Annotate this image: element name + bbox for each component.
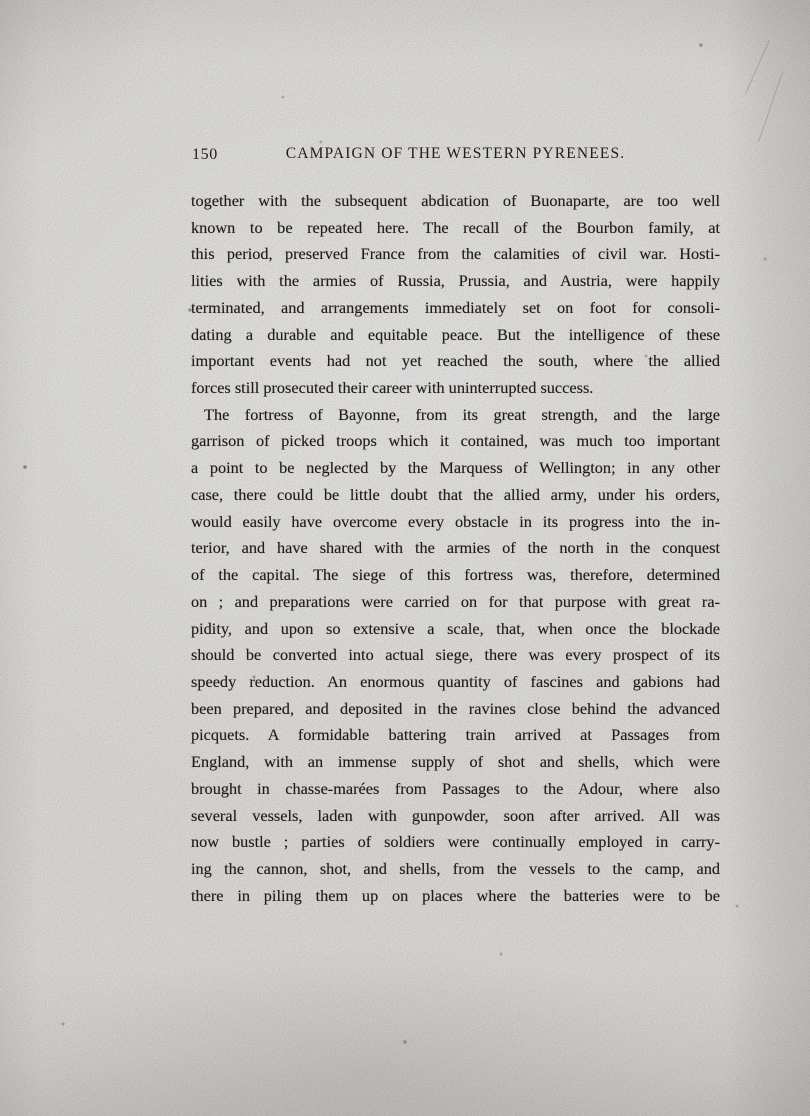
page-number: 150 (192, 146, 218, 163)
text-line: would easily have overcome every obstacle in its progress into the in- (191, 511, 720, 531)
scan-scratch-mark (745, 40, 770, 93)
text-line: The fortress of Bayonne, from its great strength, and the large (204, 404, 720, 424)
text-line: there in piling them up on places where the batteries were to be (191, 885, 720, 905)
text-line: should be converted into actual siege, there was every prospect of its (191, 645, 720, 665)
text-line: speedy reduction. An enormous quantity of fascines and gabions had (191, 671, 720, 691)
text-line: together with the subsequent abdication of Buonaparte, are too well (191, 191, 720, 210)
text-line: of the capital. The siege of this fortress was, therefore, determined (191, 565, 720, 585)
text-line: on ; and preparations were carried on for that purpose with great ra- (191, 591, 720, 611)
text-line: important events had not yet reached the south, where the allied (191, 351, 720, 371)
text-line: terminated, and arrangements immediately set on foot for consoli- (191, 297, 720, 317)
scan-speck-artifacts (0, 0, 2, 2)
text-line: been prepared, and deposited in the ravines close behind the advanced (191, 698, 720, 718)
scan-scratch-mark (758, 72, 783, 142)
text-line: now bustle ; parties of soldiers were continually employed in carry- (191, 832, 720, 852)
text-line: known to be repeated here. The recall of the Bourbon family, at (191, 217, 720, 237)
text-line: picquets. A formidable battering train arrived at Passages from (191, 725, 720, 745)
text-line: several vessels, laden with gunpowder, soon after arrived. All was (191, 805, 720, 825)
text-line: dating a durable and equitable peace. But the intelligence of these (191, 324, 720, 344)
text-line: forces still prosecuted their career with uninterrupted success. (191, 378, 594, 398)
page-header (191, 145, 720, 167)
running-header: CAMPAIGN OF THE WESTERN PYRENEES. (285, 145, 626, 162)
text-line: terior, and have shared with the armies of the north in the conquest (191, 538, 720, 558)
text-column (191, 188, 720, 909)
text-line: brought in chasse-marées from Passages to the Adour, where also (191, 778, 720, 798)
text-line: lities with the armies of Russia, Prussia, and Austria, were happily (191, 271, 720, 291)
text-line: England, with an immense supply of shot and shells, which were (191, 752, 720, 772)
text-line: ing the cannon, shot, and shells, from the vessels to the camp, and (191, 858, 720, 878)
text-line: garrison of picked troops which it contained, was much too important (191, 431, 720, 451)
text-line: this period, preserved France from the calamities of civil war. Hosti- (191, 244, 720, 264)
text-line: case, there could be little doubt that the allied army, under his orders, (191, 484, 720, 504)
text-line: a point to be neglected by the Marquess of Wellington; in any other (191, 458, 720, 478)
text-line: pidity, and upon so extensive a scale, that, when once the blockade (191, 618, 720, 638)
